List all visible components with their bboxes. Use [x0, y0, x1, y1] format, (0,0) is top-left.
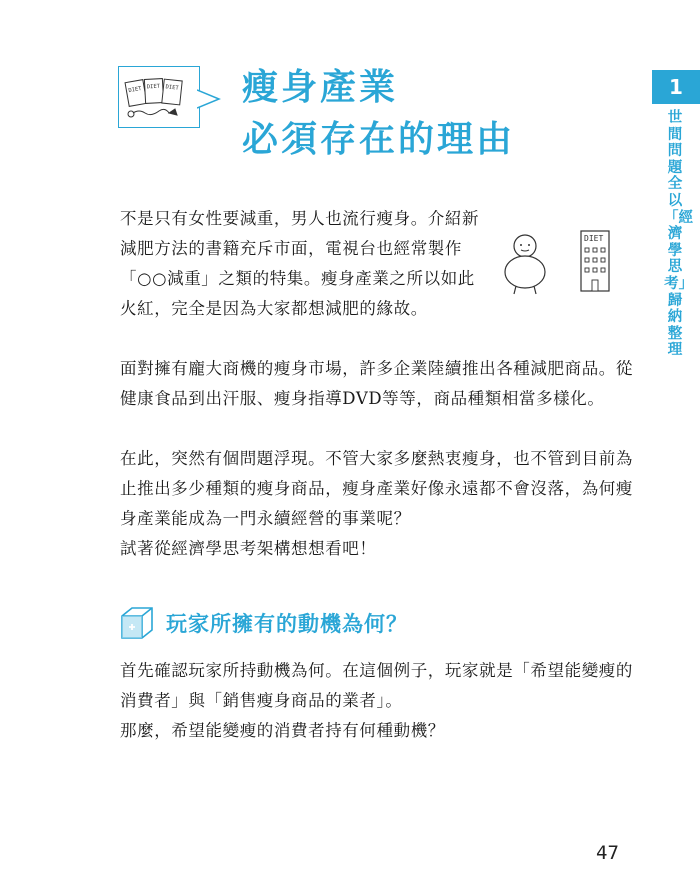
section-paragraph-1: 首先確認玩家所持動機為何。在這個例子，玩家就是「希望能變瘦的消費者」與「銷售瘦身商品的業者」。: [120, 661, 633, 710]
overweight-person-icon: [498, 232, 552, 296]
diet-card-label-2: DIET: [146, 83, 161, 91]
section-heading: 玩家所擁有的動機為何？: [166, 612, 408, 636]
cube-icon: [118, 604, 156, 642]
diet-card-label-1: DIET: [128, 86, 143, 95]
speech-bubble-tail-icon: [197, 88, 221, 110]
chapter-number-tab: 1: [652, 70, 700, 104]
diet-company-building-icon: [578, 228, 612, 294]
diet-cards-illustration: [119, 67, 199, 127]
diet-card-label-3: DIET: [165, 84, 179, 92]
body-paragraph-2: 面對擁有龐大商機的瘦身市場，許多企業陸續推出各種減肥商品。從健康食品到出汗服、瘦身指導DVD等等，商品種類相當多樣化。: [120, 359, 633, 408]
page-title-line-1: 瘦身產業: [242, 67, 399, 108]
body-paragraph-4: 試著從經濟學思考架構想想看吧！: [120, 539, 377, 558]
page-title-line-2: 必須存在的理由: [242, 119, 516, 160]
building-sign-label: DIET: [584, 234, 604, 243]
body-paragraph-1: 不是只有女性要減重，男人也流行瘦身。介紹新減肥方法的書籍充斥市面，電視台也經常製作「○○減重」之類的特集。瘦身產業之所以如此火紅，完全是因為大家都想減肥的緣故。: [120, 209, 480, 318]
body-paragraph-3: 在此，突然有個問題浮現。不管大家多麼熱衷瘦身，也不管到目前為止推出多少種類的瘦身商品，瘦身產業好像永遠都不會沒落，為何瘦身產業能成為一門永續經營的事業呢？: [120, 449, 633, 528]
page-number: 47: [596, 842, 619, 864]
diet-illustration-box: [118, 66, 200, 128]
chapter-title-vertical: 世間問題全以「經濟學思考」歸納整理: [664, 110, 693, 359]
page-title: [242, 62, 515, 166]
section-paragraph-2: 那麼，希望能變瘦的消費者持有何種動機？: [120, 721, 445, 740]
